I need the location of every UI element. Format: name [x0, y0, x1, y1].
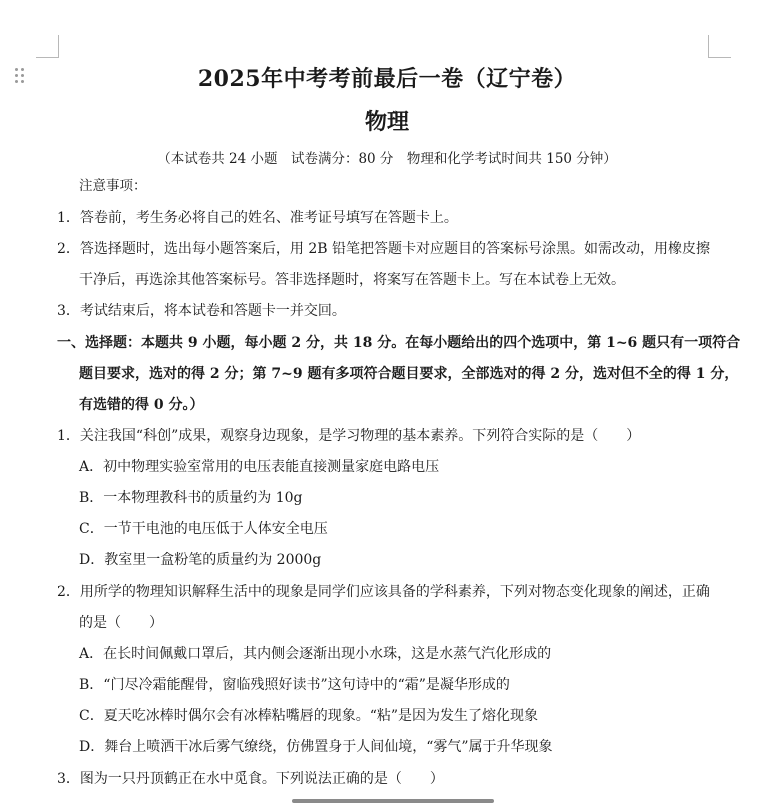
question-stem: 3．图为一只丹顶鹤正在水中觅食。下列说法正确的是（ ）: [57, 771, 444, 787]
question-stem: 1．关注我国“科创”成果，观察身边现象，是学习物理的基本素养。下列符合实际的是（ ）: [57, 428, 641, 444]
question-stem: 2．用所学的物理知识解释生活中的现象是同学们应该具备的学科素养，下列对物态变化现象的阐述，正确: [57, 584, 710, 600]
question-option: C．夏天吃冰棒时偶尔会有冰棒粘嘴唇的现象。“粘”是因为发生了熔化现象: [79, 708, 539, 724]
question-option: B．一本物理教科书的质量约为 10g: [79, 490, 303, 506]
exam-info: （本试卷共 24 小题 试卷满分：80 分 物理和化学考试时间共 150 分钟）: [157, 151, 617, 167]
section-heading-continued: 有选错的得 0 分。）: [79, 397, 204, 413]
page-margin-corner-top-left: [36, 35, 59, 58]
question-option: A．在长时间佩戴口罩后，其内侧会逐渐出现小水珠，这是水蒸气汽化形成的: [79, 646, 552, 662]
horizontal-scrollbar[interactable]: [292, 799, 494, 803]
question-option: C．一节干电池的电压低于人体安全电压: [79, 521, 328, 537]
notice-item-continued: 干净后，再选涂其他答案标号。答非选择题时，将案写在答题卡上。写在本试卷上无效。: [79, 272, 625, 288]
question-option: D．教室里一盒粉笔的质量约为 2000g: [79, 552, 322, 568]
question-stem-continued: 的是（ ）: [79, 615, 163, 631]
question-option: A．初中物理实验室常用的电压表能直接测量家庭电路电压: [79, 459, 440, 475]
section-heading: 一、选择题：本题共 9 小题，每小题 2 分，共 18 分。在每小题给出的四个选项中，第 1~6 题只有一项符合: [57, 335, 741, 351]
notice-heading: 注意事项：: [79, 178, 147, 194]
question-option: D．舞台上喷洒干冰后雾气缭绕，仿佛置身于人间仙境，“雾气”属于升华现象: [79, 739, 553, 755]
section-heading-continued: 题目要求，选对的得 2 分；第 7~9 题有多项符合题目要求，全部选对的得 2 分，选对但不全的得 1 分，: [79, 366, 739, 382]
exam-title: 2025年中考考前最后一卷（辽宁卷）: [197, 66, 577, 92]
subject-title: 物理: [364, 109, 409, 135]
notice-item: 1．答卷前，考生务必将自己的姓名、准考证号填写在答题卡上。: [57, 210, 458, 226]
notice-item: 2．答选择题时，选出每小题答案后，用 2B 铅笔把答题卡对应题目的答案标号涂黑。如需改动，用橡皮擦: [57, 241, 711, 257]
question-option: B．“门尽冷霜能醒骨，窗临残照好读书”这句诗中的“霜”是凝华形成的: [79, 677, 510, 693]
page-margin-corner-top-right: [708, 35, 731, 58]
notice-item: 3．考试结束后，将本试卷和答题卡一并交回。: [57, 303, 346, 319]
